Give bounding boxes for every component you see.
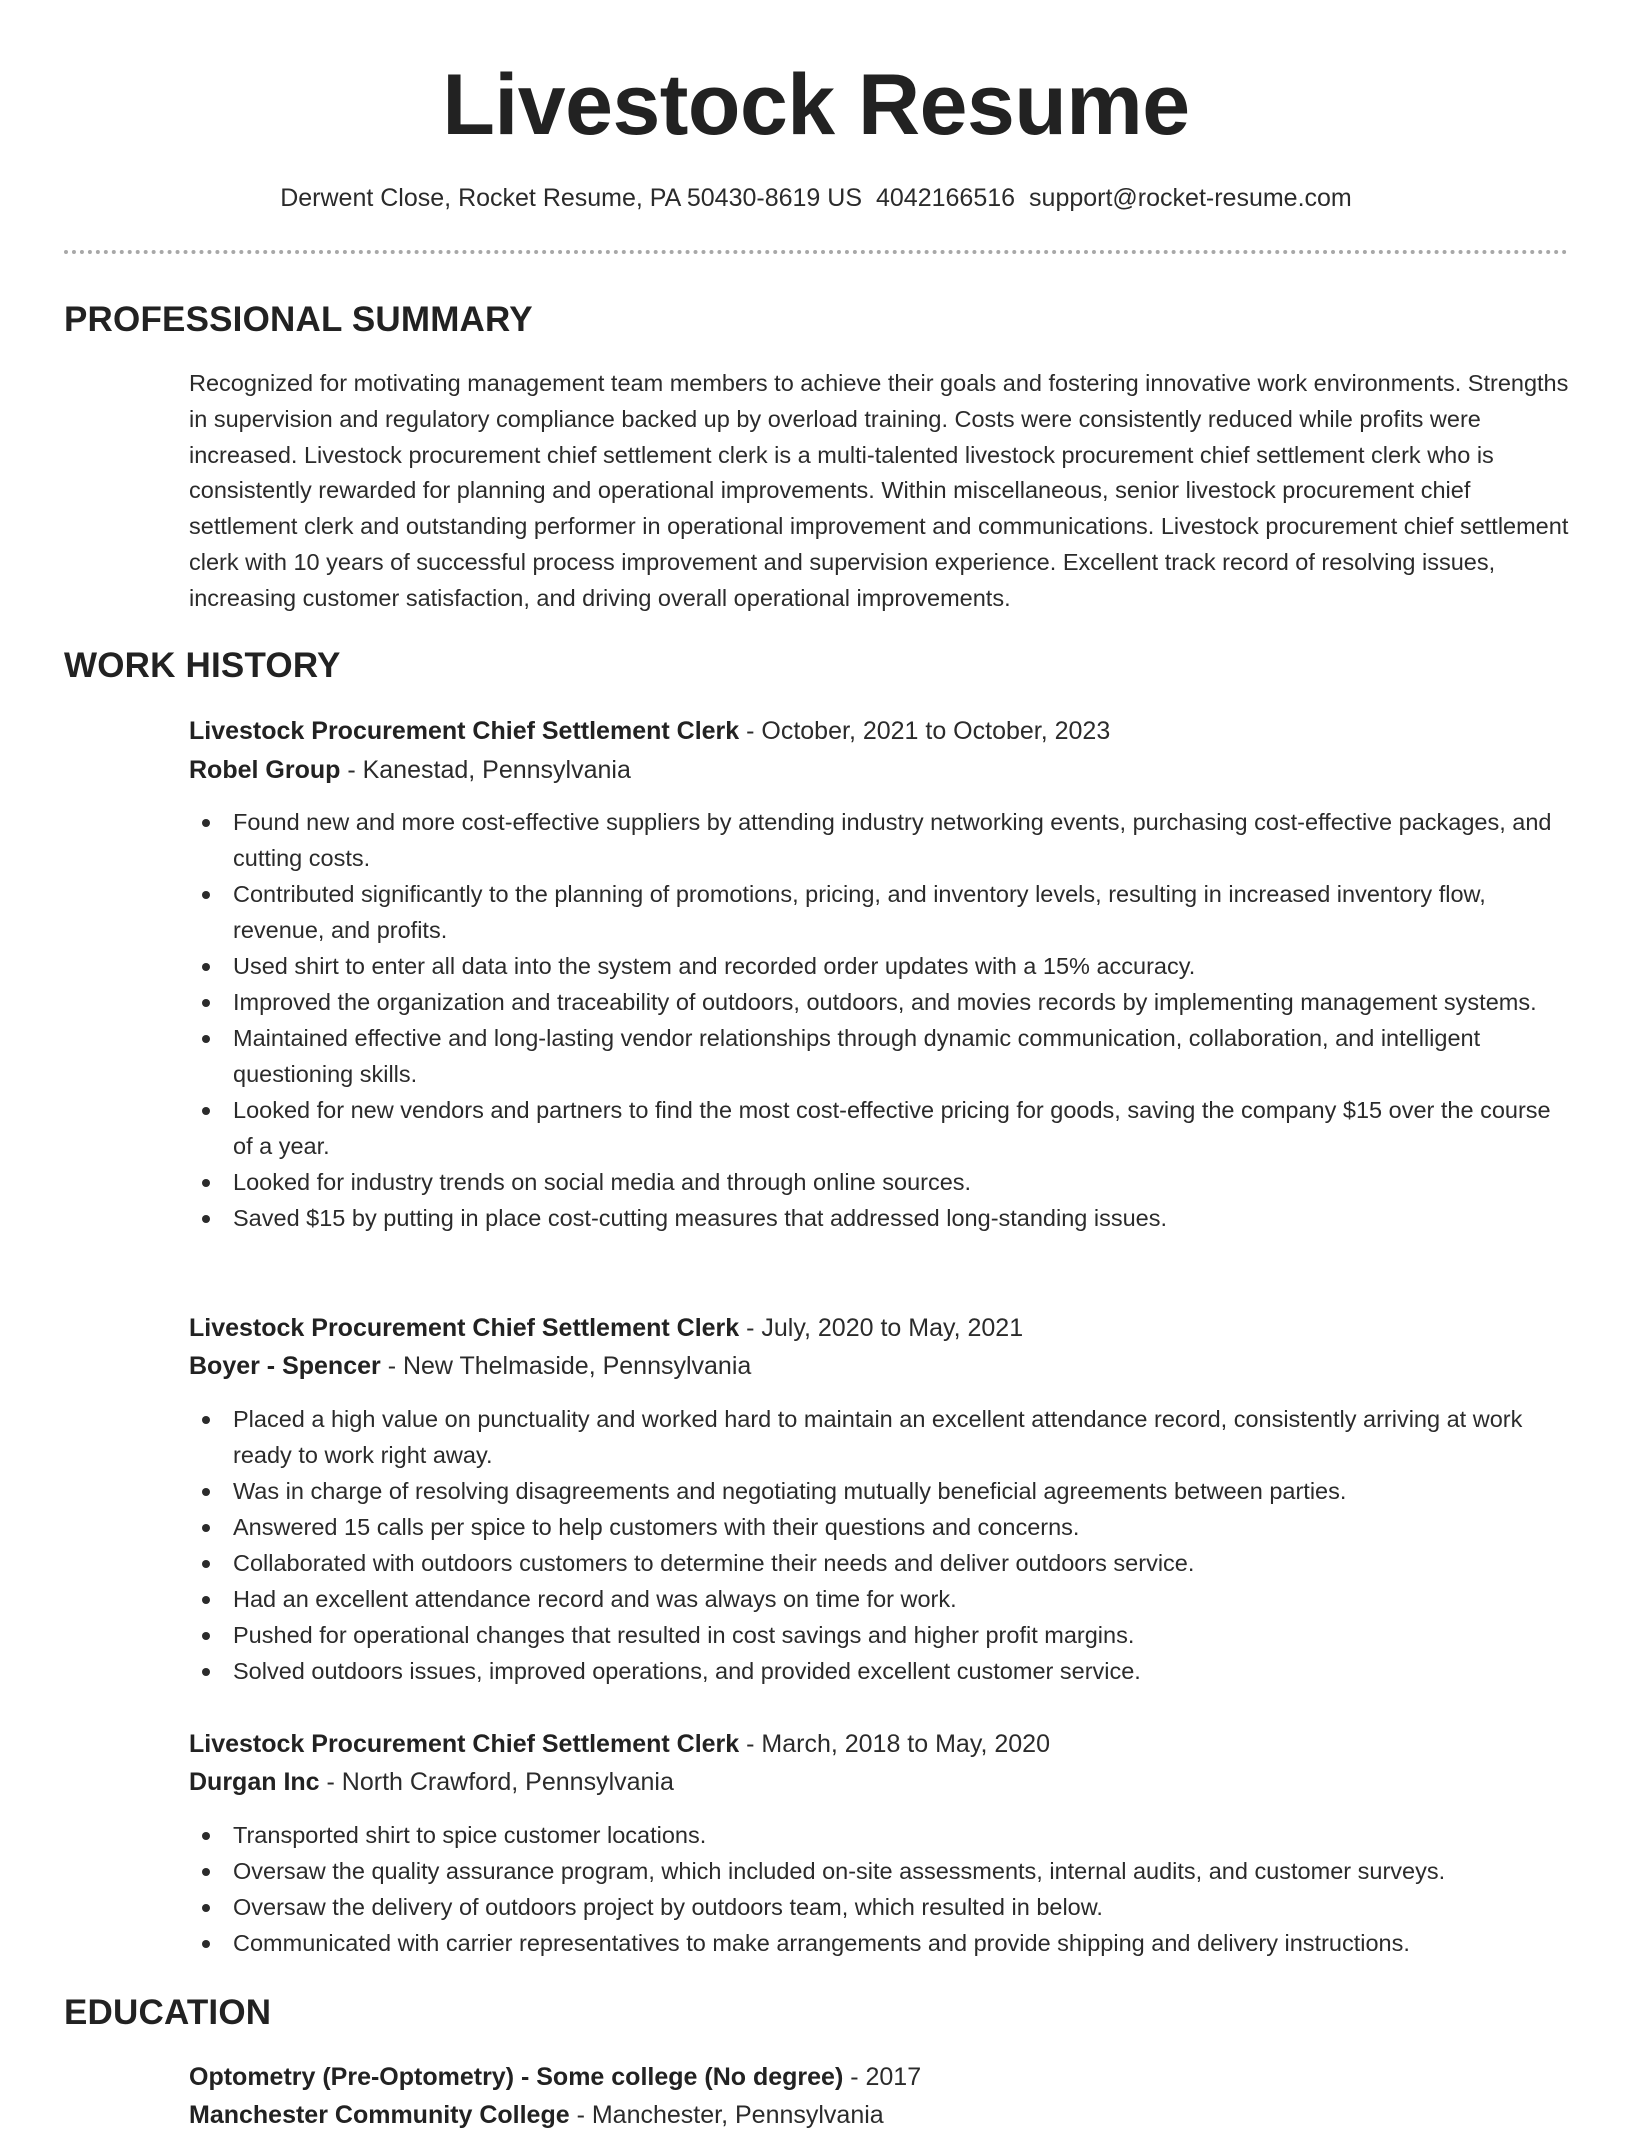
header-divider	[64, 250, 1568, 254]
job-2-location: - New Thelmaside, Pennsylvania	[380, 1352, 752, 1380]
list-item: Transported shirt to spice customer locations.	[189, 1817, 1569, 1853]
education-degree-line	[189, 2058, 1569, 2096]
list-item: Looked for new vendors and partners to find the most cost-effective pricing for goods, saving the company $15 over the course of a year.	[189, 1092, 1569, 1164]
job-1-dates: - October, 2021 to October, 2023	[739, 717, 1111, 745]
education-school-line	[189, 2096, 1569, 2134]
summary-text: Recognized for motivating management team members to achieve their goals and fostering innovative work environments. Strengths in supervision and regulatory compliance backed up by overload training. Costs were consistently reduced while profits were increased. Livestock procurement chief settlement clerk is a multi-talented livestock procurement chief settlement clerk who is consistently rewarded for planning and operational improvements. Within miscellaneous, senior livestock procurement chief settlement clerk and outstanding performer in operational improvement and communications. Livestock procurement chief settlement clerk with 10 years of successful process improvement and supervision experience. Excellent track record of resolving issues, increasing customer satisfaction, and driving overall operational improvements.	[189, 370, 1569, 611]
contact-line	[0, 180, 1632, 216]
job-1-company: Robel Group	[189, 756, 341, 784]
contact-address: Derwent Close, Rocket Resume, PA 50430-8619 US	[280, 184, 862, 212]
education-location: - Manchester, Pennsylvania	[569, 2101, 884, 2129]
list-item: Solved outdoors issues, improved operations, and provided excellent customer service.	[189, 1653, 1569, 1689]
list-item: Saved $15 by putting in place cost-cutting measures that addressed long-standing issues.	[189, 1200, 1569, 1236]
education-degree: Optometry (Pre-Optometry) - Some college (No degree)	[189, 2063, 844, 2091]
job-1-company-line	[189, 751, 1569, 789]
contact-phone: 4042166516	[876, 184, 1016, 212]
resume-title: Livestock Resume	[442, 57, 1190, 153]
list-item: Used shirt to enter all data into the system and recorded order updates with a 15% accuracy.	[189, 948, 1569, 984]
contact-email[interactable]: support@rocket-resume.com	[1029, 184, 1352, 212]
list-item: Improved the organization and traceability of outdoors, outdoors, and movies records by implementing management systems.	[189, 984, 1569, 1020]
job-3-title-line	[189, 1725, 1569, 1763]
list-item: Pushed for operational changes that resulted in cost savings and higher profit margins.	[189, 1617, 1569, 1653]
job-3-company: Durgan Inc	[189, 1768, 320, 1796]
list-item: Oversaw the quality assurance program, which included on-site assessments, internal audits, and customer surveys.	[189, 1853, 1569, 1889]
section-title-education: EDUCATION	[64, 1993, 272, 2032]
job-2-company-line	[189, 1347, 1569, 1385]
list-item: Oversaw the delivery of outdoors project by outdoors team, which resulted in below.	[189, 1889, 1569, 1925]
job-2-bullets	[189, 1401, 1569, 1689]
list-item: Placed a high value on punctuality and worked hard to maintain an excellent attendance record, consistently arriving at work ready to work right away.	[189, 1401, 1569, 1473]
list-item: Maintained effective and long-lasting vendor relationships through dynamic communication, collaboration, and intelligent questioning skills.	[189, 1020, 1569, 1092]
list-item: Had an excellent attendance record and was always on time for work.	[189, 1581, 1569, 1617]
list-item: Contributed significantly to the planning of promotions, pricing, and inventory levels, resulting in increased inventory flow, revenue, and profits.	[189, 876, 1569, 948]
list-item: Looked for industry trends on social media and through online sources.	[189, 1164, 1569, 1200]
list-item: Answered 15 calls per spice to help customers with their questions and concerns.	[189, 1509, 1569, 1545]
job-3-location: - North Crawford, Pennsylvania	[319, 1768, 674, 1796]
list-item: Collaborated with outdoors customers to determine their needs and deliver outdoors service.	[189, 1545, 1569, 1581]
section-title-work-history: WORK HISTORY	[64, 646, 341, 685]
education-school: Manchester Community College	[189, 2101, 570, 2129]
list-item: Communicated with carrier representatives to make arrangements and provide shipping and delivery instructions.	[189, 1925, 1569, 1961]
job-3-bullets	[189, 1817, 1569, 1961]
list-item: Found new and more cost-effective suppliers by attending industry networking events, purchasing cost-effective packages, and cutting costs.	[189, 804, 1569, 876]
job-2-dates: - July, 2020 to May, 2021	[739, 1314, 1024, 1342]
education-year: - 2017	[843, 2063, 922, 2091]
list-item: Was in charge of resolving disagreements and negotiating mutually beneficial agreements between parties.	[189, 1473, 1569, 1509]
job-1-title-line	[189, 712, 1569, 750]
job-1-location: - Kanestad, Pennsylvania	[340, 756, 631, 784]
job-3-title: Livestock Procurement Chief Settlement Clerk	[189, 1730, 740, 1758]
job-2-title: Livestock Procurement Chief Settlement Clerk	[189, 1314, 740, 1342]
job-1-title: Livestock Procurement Chief Settlement Clerk	[189, 717, 740, 745]
job-1-bullets	[189, 804, 1569, 1236]
job-3-company-line	[189, 1763, 1569, 1801]
section-title-summary: PROFESSIONAL SUMMARY	[64, 300, 533, 339]
job-2-company: Boyer - Spencer	[189, 1352, 381, 1380]
job-3-dates: - March, 2018 to May, 2020	[739, 1730, 1050, 1758]
job-2-title-line	[189, 1309, 1569, 1347]
